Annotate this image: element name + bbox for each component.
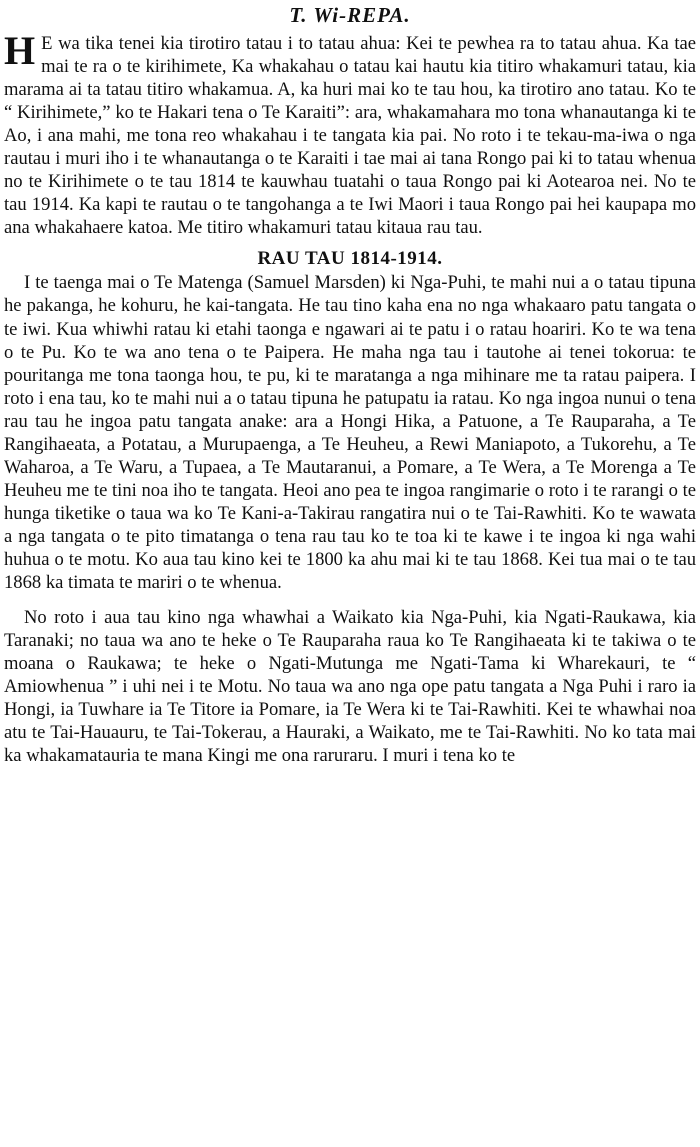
intro-text: E wa tika tenei kia tirotiro tatau i to tatau ahua: Kei te pewhea ra to tatau ahua. Ka tae mai te ra o te kirihimete, Ka whakahau o tatau kai hautu kia titiro whakamuri tatau, kia marama ai ta tatau titiro whakamua. A, ka huri mai ko te tau hou, ka tirotiro ano tatau. Ko te “ Kirihimete,” ko te Hakari tena o Te Karaiti”: ara, whakamahara mo tona whanautanga ki te Ao, i ana mahi, me tona reo whakahau i te tangata kia pai. No roto i te tekau-ma-iwa o nga rautau i muri iho i te whanautanga o te Karaiti i tae mai ai tana Rongo pai ki to tatau whenua no te Kirihimete o te tau 1814 te kauwhau tuatahi o taua Rongo pai ki Aotearoa nei. No te tau 1914. Ka kapi te rautau o te tangohanga a te Iwi Maori i taua Rongo pai hei kaupapa mo ana whakahaere katoa. Me titiro whakamuri tatau kitaua rau tau. <box>4 33 696 239</box>
intro-paragraph <box>4 28 696 239</box>
document-page <box>4 0 696 1147</box>
body-paragraph-2: No roto i aua tau kino nga whawhai a Waikato kia Nga-Puhi, kia Ngati-Raukawa, kia Taranaki; no taua wa ano te heke o Te Rauparaha raua ko Te Rangihaeata ki te takiwa o te moana o Raukawa; te heke o Ngati-Mutunga me Ngati-Tama ki Wharekauri, te “ Amiowhenua ” i uhi nei i te Motu. No taua wa ano nga ope patu tangata a Nga Puhi i raro ia Hongi, ia Tuwhare ia Te Titore ia Pomare, ia Te Wera ki te Tai-Rawhiti. Kei te whawhai noa atu te Tai-Hauauru, te Tai-Tokerau, a Hauraki, a Waikato, me te Tai-Rawhiti. No ko tata mai ka whakamatauria te mana Kingi me ona raruraru. I muri i tena ko te <box>4 607 696 767</box>
body-paragraph-1: I te taenga mai o Te Matenga (Samuel Marsden) ki Nga-Puhi, te mahi nui a o tatau tipuna he pakanga, he kohuru, he kai-tangata. He tau tino kaha ena no nga whakaaro patu tangata o te iwi. Kua whiwhi ratau ki etahi taonga e ngawari ai te patu i o ratau hoariri. Ko te wa tena o te Pu. Ko te wa ano tena o te Paipera. He maha nga tau i tautohe ai tenei tokorua: te pouritanga me tona taonga hou, te pu, ki te maratanga a nga mihinare me ta ratau paipera. I roto i ena tau, ko te mahi nui a o tatau tipuna he patupatu ia ratau. Ko nga ingoa nunui o tena rau tau he ingoa patu tangata anake: ara a Hongi Hika, a Patuone, a Te Rauparaha, a Te Rangihaeata, a Potatau, a Murupaenga, a Te Heuheu, a Rewi Maniapoto, a Tukorehu, a Te Waharoa, a Te Waru, a Tupaea, a Te Mautaranui, a Pomare, a Te Wera, a Te Morenga a Te Heuheu me te tini noa iho te tangata. Heoi ano pea te ingoa rangimarie o roto i te rarangi o te hunga tiketike o taua wa ko Te Kani-a-Takirau rangatira nui o te Tai-Rawhiti. Ko te wawata a nga tangata o te pito timatanga o tena rau tau ko te toa ki te kawe i te ingoa ki nga wahi huhua o te motu. Ko aua tau kino kei te 1800 ka ahu mai ki te tau 1868. Kei tua mai o te tau 1868 ka timata te mariri o te whenua. <box>4 272 696 594</box>
drop-cap: H <box>4 28 36 73</box>
section-heading: RAU TAU 1814-1914. <box>257 248 443 270</box>
author-heading: T. Wi-REPA. <box>289 3 411 27</box>
paragraph-gap <box>4 594 696 606</box>
